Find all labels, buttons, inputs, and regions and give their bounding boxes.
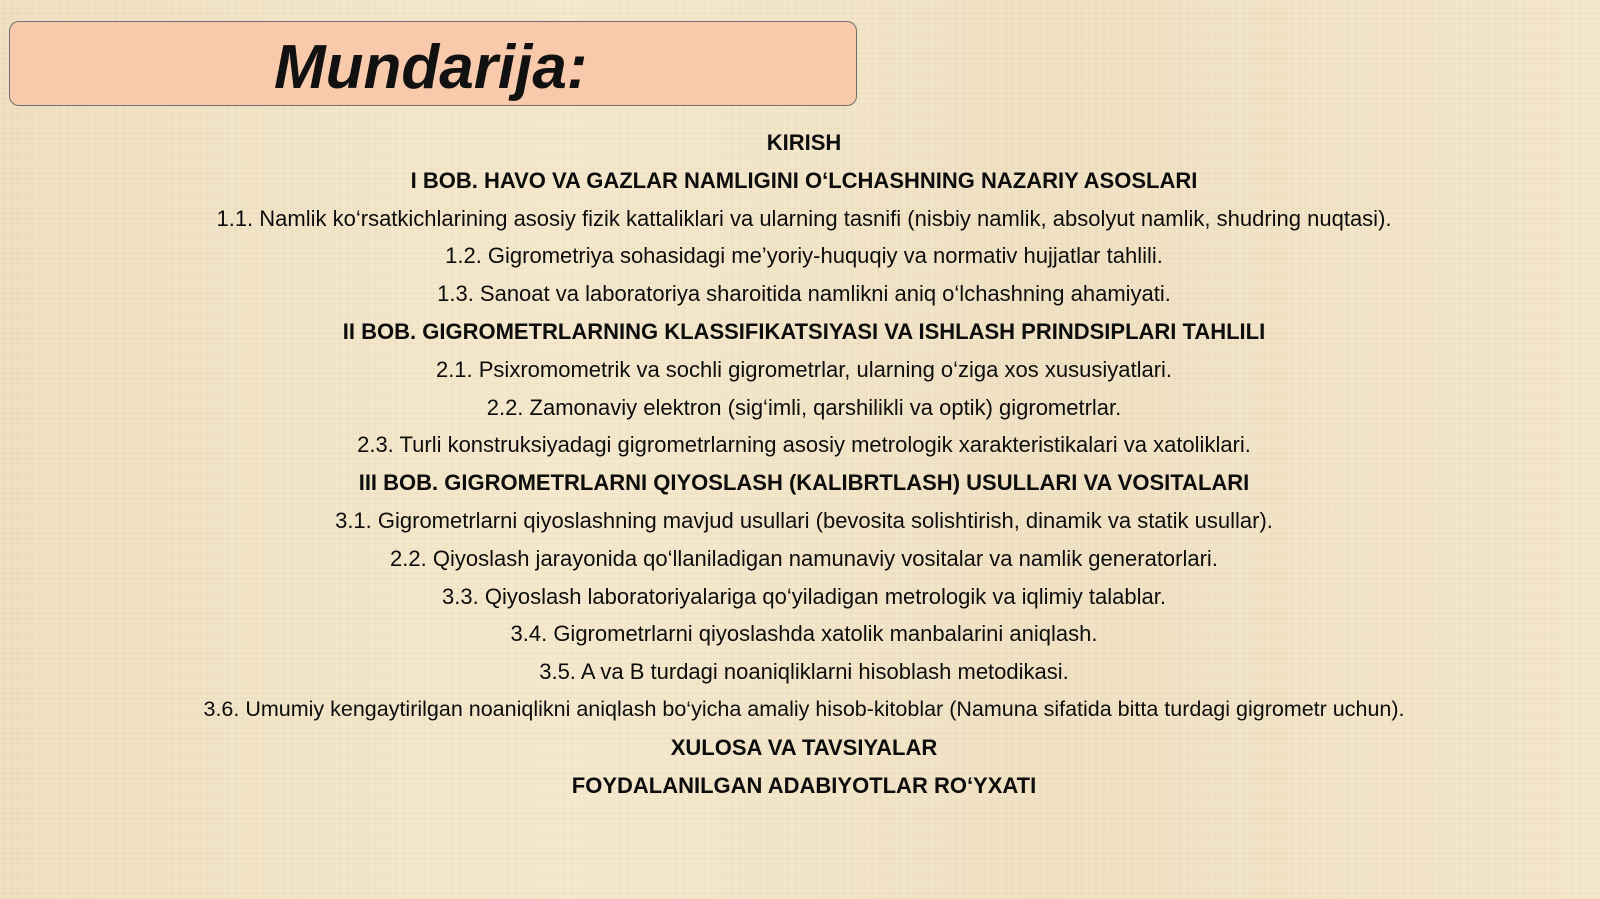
toc-section-3-1: 3.1. Gigrometrlarni qiyoslashning mavjud usullari (bevosita solishtirish, dinamik va statik usullar). (335, 507, 1273, 533)
title-box (9, 21, 857, 106)
toc-section-2-1: 2.1. Psixromometrik va sochli gigrometrlar, ularning o‘ziga xos xususiyatlari. (435, 356, 1173, 382)
toc-section-2-3: 2.3. Turli konstruksiyadagi gigrometrlarning asosiy metrologik xarakteristikalari va xatoliklari. (357, 432, 1251, 458)
toc-section-3-3: 3.3. Qiyoslash laboratoriyalariga qo‘yiladigan metrologik va iqlimiy talablar. (442, 583, 1166, 609)
toc-chapter-3: III BOB. GIGROMETRLARNI QIYOSLASH (KALIBRTLASH) USULLARI VA VOSITALARI (358, 470, 1250, 496)
toc-item-kirish: KIRISH (766, 130, 842, 155)
toc-section-3-2: 2.2. Qiyoslash jarayonida qo‘llaniladigan namunaviy vositalar va namlik generatorlari. (390, 545, 1218, 571)
toc-section-3-5: 3.5. A va B turdagi noaniqliklarni hisoblash metodikasi. (539, 659, 1069, 685)
toc-chapter-2: II BOB. GIGROMETRLARNING KLASSIFIKATSIYASI VA ISHLASH PRINDSIPLARI TAHLILI (342, 318, 1266, 344)
table-of-contents (0, 124, 1600, 804)
toc-chapter-1: I BOB. HAVO VA GAZLAR NAMLIGINI O‘LCHASHNING NAZARIY ASOSLARI (410, 167, 1198, 193)
toc-section-1-3: 1.3. Sanoat va laboratoriya sharoitida namlikni aniq o‘lchashning ahamiyati. (437, 281, 1171, 307)
toc-references: FOYDALANILGAN ADABIYOTLAR RO‘YXATI (571, 772, 1037, 798)
toc-section-3-4: 3.4. Gigrometrlarni qiyoslashda xatolik manbalarini aniqlash. (510, 621, 1098, 647)
toc-section-1-2: 1.2. Gigrometriya sohasidagi me’yoriy-huquqiy va normativ hujjatlar tahlili. (445, 243, 1163, 269)
toc-conclusion: XULOSA VA TAVSIYALAR (670, 734, 938, 760)
toc-section-1-1: 1.1. Namlik ko‘rsatkichlarining asosiy fizik kattaliklari va ularning tasnifi (nisbiy namlik, absolyut namlik, shudring nuqtasi). (216, 205, 1392, 231)
toc-section-3-6: 3.6. Umumiy kengaytirilgan noaniqlikni aniqlash bo‘yicha amaliy hisob-kitoblar (Namuna sifatida bitta turdagi gigrometr uchun). (203, 696, 1405, 721)
slide-title: Mundarija: (274, 33, 588, 102)
toc-section-2-2: 2.2. Zamonaviy elektron (sig‘imli, qarshilikli va optik) gigrometrlar. (486, 394, 1122, 420)
